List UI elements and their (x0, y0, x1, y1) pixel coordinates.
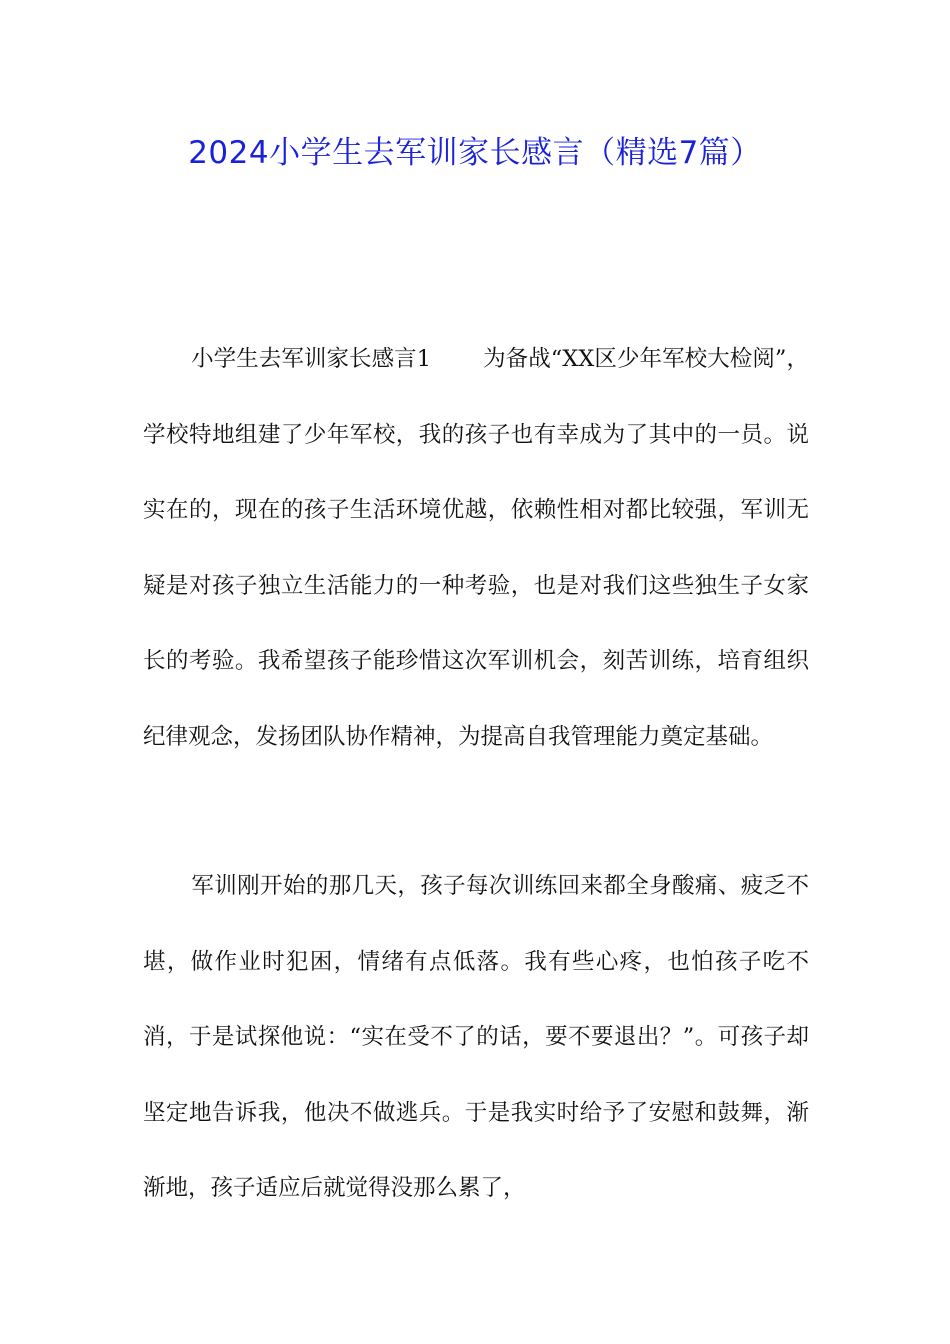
paragraph-2-text: 军训刚开始的那几天，孩子每次训练回来都全身酸痛、疲乏不堪，做作业时犯困，情绪有点低落。我有些心疼，也怕孩子吃不消，于是试探他说：“实在受不了的话，要不要退出？”。可孩子却坚定地告诉我，他决不做逃兵。于是我实时给予了安慰和鼓舞，渐渐地，孩子适应后就觉得没那么累了， (143, 873, 809, 1202)
paragraph-1 (143, 322, 809, 776)
document-title: 2024小学生去军训家长感言（精选7篇） (188, 135, 762, 171)
section-heading: 小学生去军训家长感言1 (191, 346, 432, 372)
paragraph-1-text: 为备战“XX区少年军校大检阅”，学校特地组建了少年军校，我的孩子也有幸成为了其中的一员。说实在的，现在的孩子生活环境优越，依赖性相对都比较强，军训无疑是对孩子独立生活能力的一种考验，也是对我们这些独生子女家长的考验。我希望孩子能珍惜这次军训机会，刻苦训练，培育组织纪律观念，发扬团队协作精神，为提高自我管理能力奠定基础。 (143, 346, 809, 750)
paragraph-2 (143, 849, 809, 1227)
